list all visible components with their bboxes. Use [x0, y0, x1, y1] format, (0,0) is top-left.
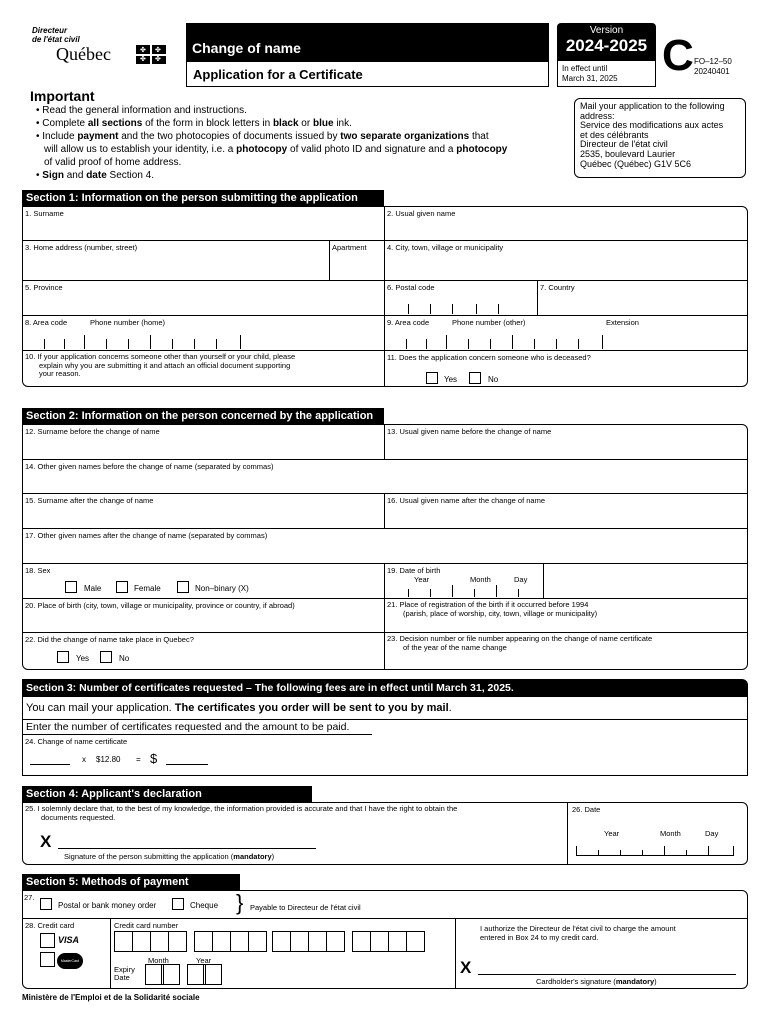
sex-female-checkbox[interactable]: [116, 581, 128, 593]
city-label: 4. City, town, village or municipality: [387, 243, 504, 252]
section4-title: Section 4: Applicant's declaration: [22, 786, 312, 802]
other-given-before-input[interactable]: [24, 472, 746, 492]
province-label: 5. Province: [25, 283, 63, 292]
mail-line: Québec (Québec) G1V 5C6: [580, 158, 692, 169]
quebec-no-checkbox[interactable]: [100, 651, 112, 663]
other-given-before-label: 14. Other given names before the change of name (separated by commas): [25, 462, 274, 471]
apartment-input[interactable]: [331, 253, 383, 279]
date-input[interactable]: [576, 840, 734, 856]
phone-other-label: Phone number (other): [452, 318, 526, 327]
certificate-count-input[interactable]: [30, 764, 70, 765]
deceased-label: 11. Does the application concern someone who is deceased?: [387, 353, 591, 362]
signature-caption: Signature of the person submitting the application (mandatory): [64, 852, 275, 861]
section1-title: Section 1: Information on the person submitting the application: [22, 190, 384, 206]
expiry-label-2: Date: [114, 973, 130, 982]
place-of-birth-label: 20. Place of birth (city, town, village or municipality, province or country, if abroad): [25, 601, 295, 610]
important-block: [30, 88, 570, 182]
expiry-label-1: Expiry: [114, 965, 135, 974]
quebec-yes-label: Yes: [76, 654, 90, 663]
effect-box: [557, 60, 656, 87]
given-after-label: 16. Usual given name after the change of name: [387, 496, 546, 505]
mastercard-logo: MasterCard: [57, 953, 83, 969]
postal-code-input[interactable]: [386, 293, 536, 314]
mail-info: You can mail your application. The certificates you order will be sent to you by mail.: [26, 702, 452, 714]
equals-sign: =: [136, 755, 141, 764]
phone-home-label: Phone number (home): [90, 318, 166, 327]
important-item-cont: of valid proof of home address.: [44, 157, 182, 168]
cardholder-x: X: [460, 958, 472, 977]
decision-number-label: 23. Decision number or file number appearing on the change of name certificate of the year of the name change: [387, 634, 653, 652]
other-given-after-label: 17. Other given names after the change of name (separated by commas): [25, 531, 268, 540]
page-title: Change of name: [192, 40, 301, 56]
cheque-label: Cheque: [190, 901, 219, 910]
quebec-no-label: No: [119, 654, 130, 663]
ministry-footer: Ministère de l'Emploi et de la Solidarité sociale: [22, 993, 200, 1002]
title-bar: [186, 23, 549, 61]
dob-day-label: Day: [514, 575, 528, 584]
quebec-change-label: 22. Did the change of name take place in Quebec?: [25, 635, 194, 644]
logo-line2: de l'état civil: [32, 35, 80, 44]
section3-title: Section 3: Number of certificates requested – The following fees are in effect until March 31, 2025.: [22, 679, 748, 696]
version-years: 2024-2025: [565, 36, 648, 55]
country-label: 7. Country: [540, 283, 575, 292]
effect-line1: In effect until: [562, 64, 608, 73]
important-item-cont: will allow us to establish your identity, i.e. a photocopy of valid photo ID and signature and a photocopy: [44, 144, 508, 155]
declaration-text: 25. I solemnly declare that, to the best of my knowledge, the information provided is accurate and that I have the right to obtain the documents requested.: [25, 804, 458, 822]
deceased-yes-checkbox[interactable]: [426, 372, 438, 384]
expiry-year-label: Year: [196, 956, 212, 965]
deceased-yes-label: Yes: [444, 375, 458, 384]
version-label: Version: [589, 25, 624, 36]
address-input[interactable]: [24, 253, 327, 279]
enter-number-text: Enter the number of certificates requested and the amount to be paid.: [26, 721, 350, 733]
mail-line: 2535, boulevard Laurier: [580, 148, 676, 159]
place-of-registration-label: 21. Place of registration of the birth if it occurred before 1994 (parish, place of worship, city, town, village or municipality): [387, 600, 598, 618]
given-after-input[interactable]: [386, 506, 746, 527]
dollar-sign: $: [150, 751, 158, 766]
other-given-after-input[interactable]: [24, 541, 746, 562]
expiry-input[interactable]: [145, 964, 225, 986]
place-of-registration-input[interactable]: [386, 619, 746, 631]
dob-input[interactable]: [386, 584, 542, 597]
postal-code-label: 6. Postal code: [387, 283, 435, 292]
extension-label: Extension: [606, 318, 639, 327]
certificate-price: $12.80: [96, 755, 121, 764]
mail-line: Directeur de l'état civil: [580, 139, 668, 150]
visa-logo: VISA: [58, 935, 80, 945]
surname-label: 1. Surname: [25, 209, 64, 218]
section5-title: Section 5: Methods of payment: [22, 874, 240, 890]
card-number-input[interactable]: [114, 931, 454, 953]
given-name-label: 2. Usual given name: [387, 209, 456, 218]
effect-line2: March 31, 2025: [562, 74, 618, 83]
surname-after-label: 15. Surname after the change of name: [25, 496, 154, 505]
given-name-input[interactable]: [386, 219, 746, 239]
form-code1: FO–12–50: [694, 57, 732, 66]
mail-line: Service des modifications aux actes: [580, 120, 724, 131]
country-input[interactable]: [539, 293, 746, 314]
form-code2: 20240401: [694, 67, 730, 76]
mastercard-checkbox[interactable]: [40, 952, 55, 967]
date-label: 26. Date: [572, 805, 601, 814]
surname-input[interactable]: [24, 219, 382, 239]
mail-line: address:: [580, 110, 615, 121]
mail-line: et des célébrants: [580, 129, 649, 140]
cheque-checkbox[interactable]: [172, 898, 184, 910]
area-code-home-label: 8. Area code: [25, 318, 68, 327]
place-of-birth-input[interactable]: [24, 611, 382, 631]
address-label: 3. Home address (number, street): [25, 243, 138, 252]
fleurdelise-icon: ✤ ✤ ✤ ✤: [136, 45, 166, 64]
reason-label: 10. If your application concerns someone other than yourself or your child, please explain why you are submitting it and attach an official document supporting your reason.: [25, 352, 296, 378]
amount-input[interactable]: [166, 764, 208, 765]
deceased-no-label: No: [488, 375, 499, 384]
version-box: [557, 23, 656, 60]
deceased-no-checkbox[interactable]: [469, 372, 481, 384]
expiry-month-label: Month: [148, 956, 169, 965]
signature-x: X: [40, 832, 52, 851]
dob-month-label: Month: [470, 575, 491, 584]
logo-line1: Directeur: [32, 26, 68, 35]
sex-female-label: Female: [134, 584, 161, 593]
surname-after-input[interactable]: [24, 506, 382, 527]
payment-number-label: 27.: [24, 893, 35, 902]
mail-line: Mail your application to the following: [580, 101, 725, 111]
section2-title: Section 2: Information on the person concerned by the application: [22, 408, 384, 424]
page-subtitle: Application for a Certificate: [193, 67, 363, 82]
surname-before-label: 12. Surname before the change of name: [25, 427, 160, 436]
area-code-other-label: 9. Area code: [387, 318, 430, 327]
visa-checkbox[interactable]: [40, 933, 55, 948]
important-item: • Sign and date Section 4.: [36, 170, 155, 181]
sex-nonbinary-checkbox[interactable]: [177, 581, 189, 593]
important-item: • Read the general information and instructions.: [36, 105, 247, 116]
city-input[interactable]: [386, 253, 746, 279]
cardholder-caption: Cardholder's signature (mandatory): [536, 977, 657, 986]
important-item: • Include payment and the two photocopies of documents issued by two separate organizations that: [36, 131, 489, 142]
times-sign: x: [82, 755, 86, 764]
sex-male-checkbox[interactable]: [65, 581, 77, 593]
decision-number-input[interactable]: [386, 654, 746, 669]
money-order-label: Postal or bank money order: [58, 901, 157, 910]
credit-card-label: 28. Credit card: [25, 921, 75, 930]
form-letter: C: [662, 31, 694, 80]
money-order-checkbox[interactable]: [40, 898, 52, 910]
sex-label: 18. Sex: [25, 566, 51, 575]
phone-other-input[interactable]: [386, 328, 746, 349]
date-day-label: Day: [705, 829, 719, 838]
phone-home-input[interactable]: [24, 328, 382, 349]
logo-word: Québec: [56, 44, 111, 64]
certificate-label: 24. Change of name certificate: [25, 737, 128, 746]
brace-icon: }: [236, 890, 244, 915]
dob-label: 19. Date of birth: [387, 566, 441, 575]
subtitle-box: [186, 61, 549, 87]
important-item: • Complete all sections of the form in block letters in black or blue ink.: [36, 118, 352, 129]
province-input[interactable]: [24, 293, 382, 314]
quebec-yes-checkbox[interactable]: [57, 651, 69, 663]
given-before-input[interactable]: [386, 437, 746, 458]
given-before-label: 13. Usual given name before the change of name: [387, 427, 552, 436]
mail-address-box: [574, 98, 746, 178]
surname-before-input[interactable]: [24, 437, 382, 458]
apartment-label: Apartment: [332, 243, 367, 252]
cardholder-signature-line[interactable]: [478, 974, 736, 975]
sex-male-label: Male: [84, 584, 102, 593]
authorize-text: I authorize the Directeur de l'état civil to charge the amount entered in Box 24 to my credit card.: [480, 924, 676, 942]
payable-text: Payable to Directeur de l'état civil: [250, 903, 361, 912]
card-number-label: Credit card number: [114, 921, 179, 930]
date-year-label: Year: [604, 829, 620, 838]
signature-line[interactable]: [58, 848, 316, 849]
date-month-label: Month: [660, 829, 681, 838]
important-heading: Important: [30, 88, 95, 104]
sex-nonbinary-label: Non–binary (X): [195, 584, 249, 593]
dob-year-label: Year: [414, 575, 430, 584]
